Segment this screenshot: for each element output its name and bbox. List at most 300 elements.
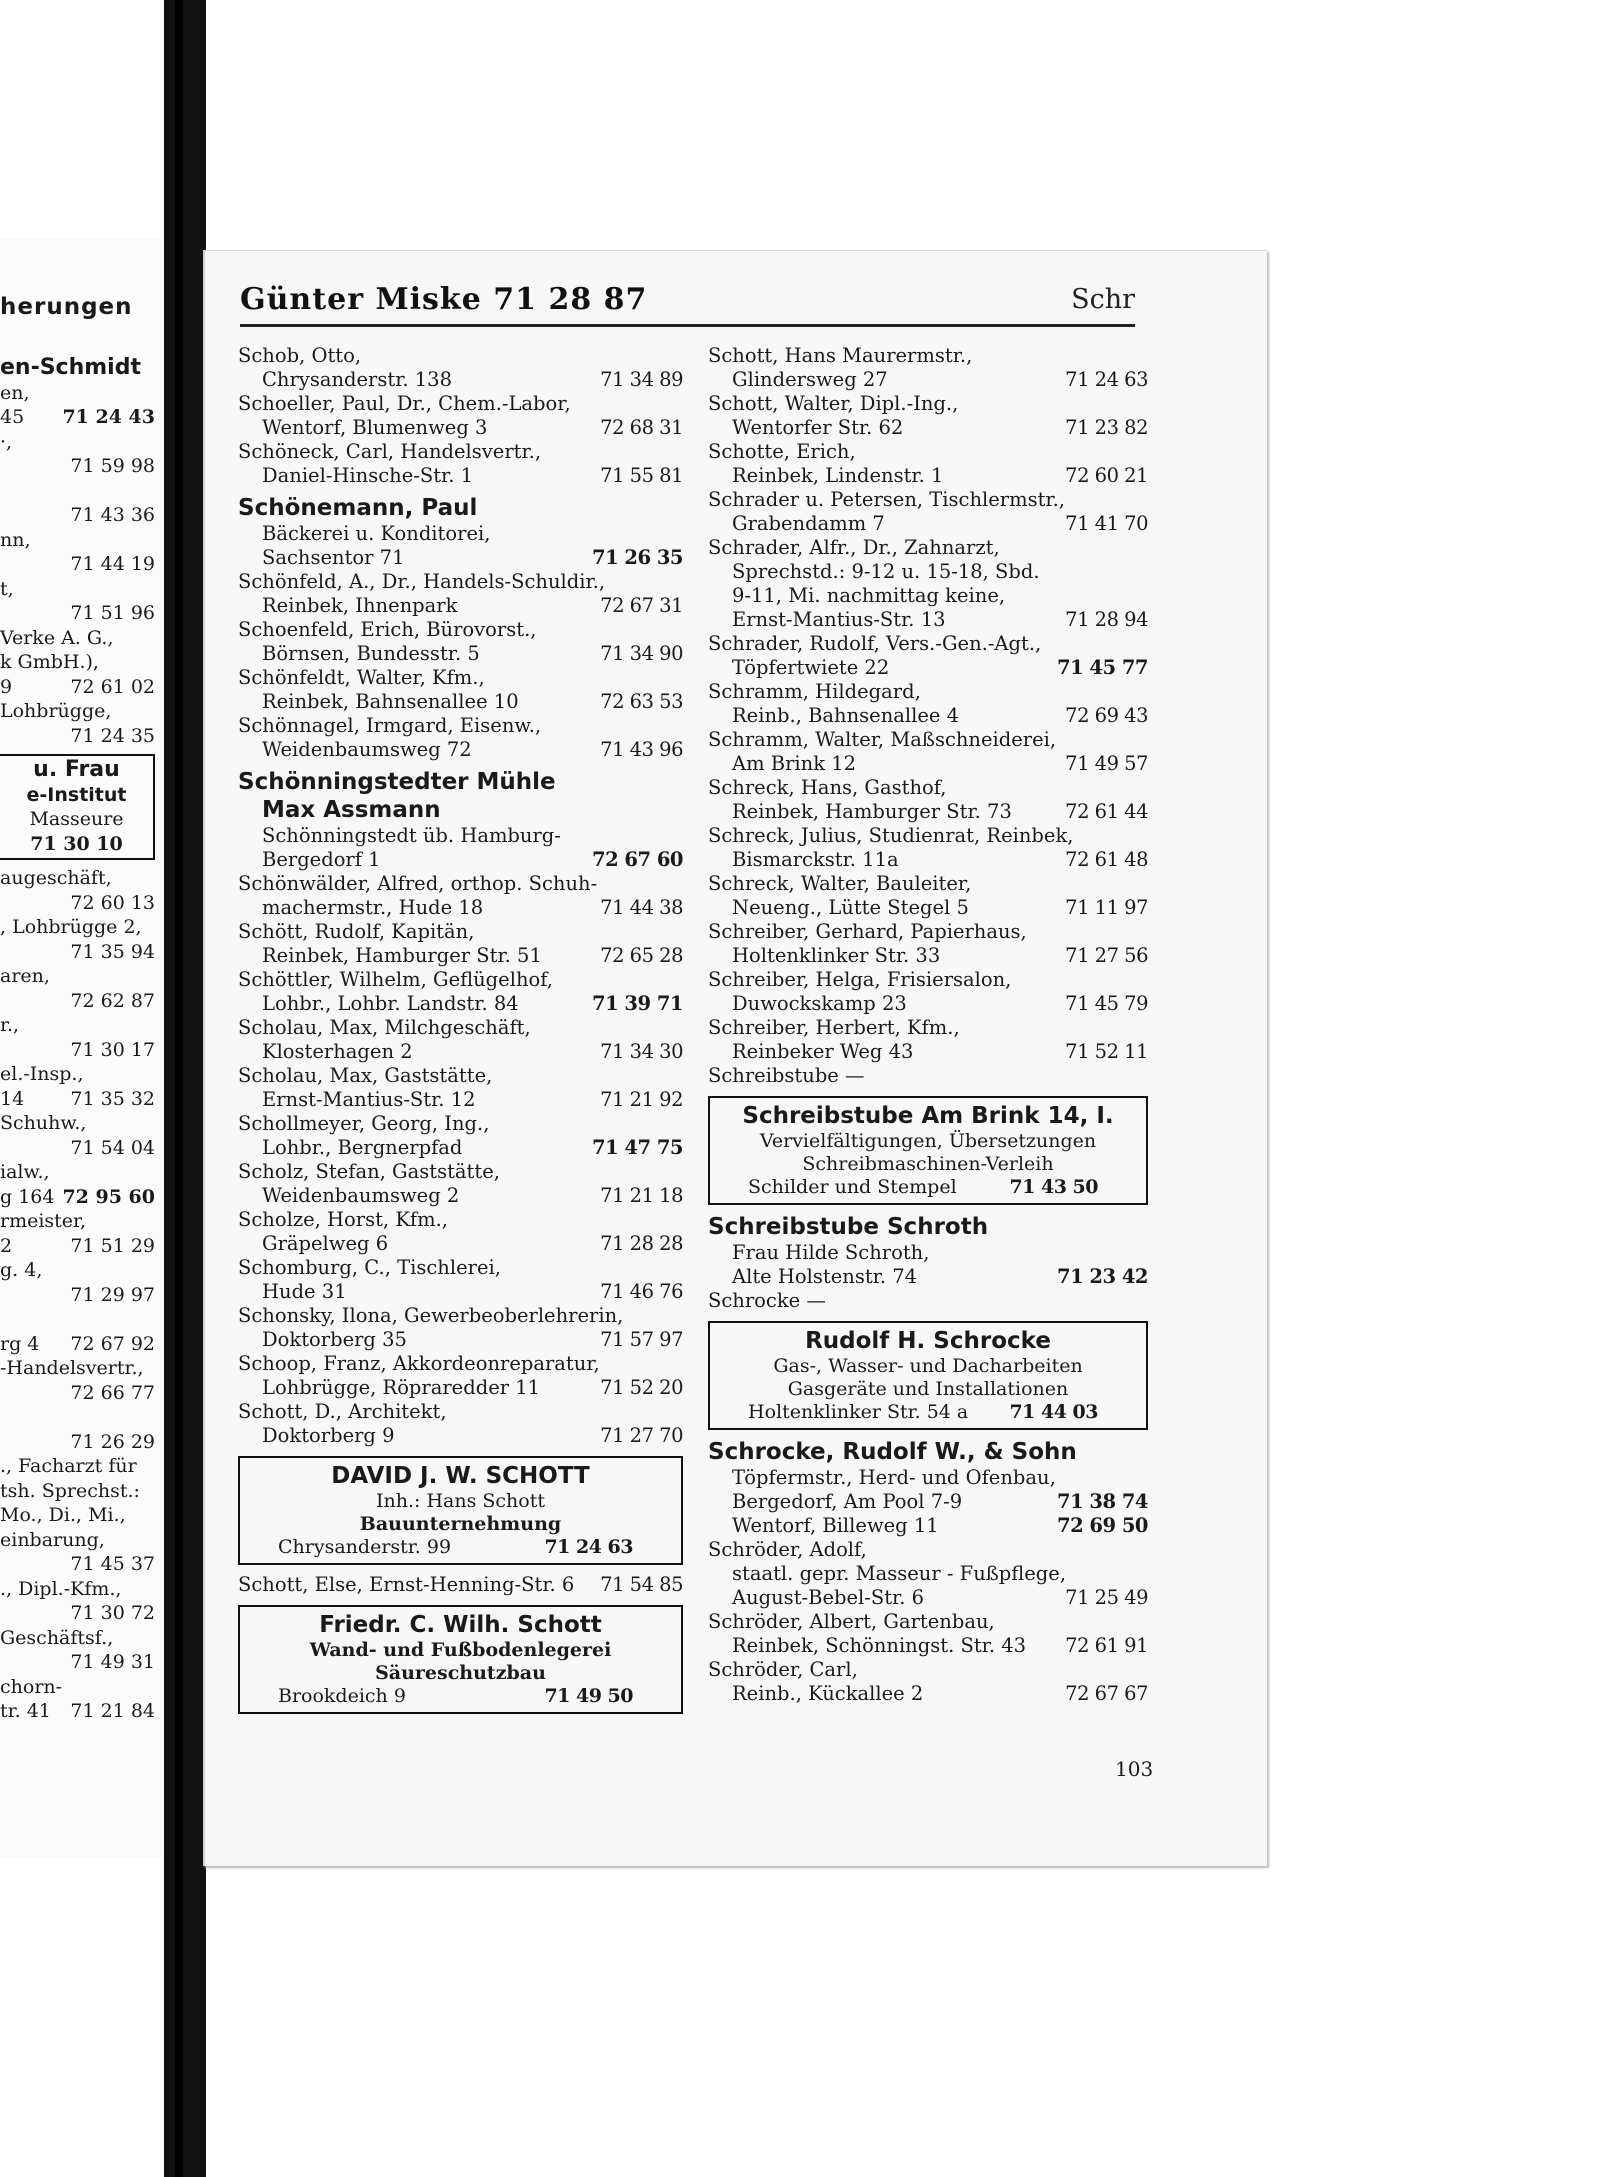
phone-number: 72 63 53 [600,690,683,713]
phone-number: 72 69 50 [1057,1514,1148,1537]
left-page-text: chorn- [0,1675,63,1698]
left-page-text: t, [0,577,14,600]
listing-entry [238,618,683,666]
entry-name: Schönwälder, Alfred, orthop. Schuh- [238,872,598,895]
left-page-line [0,1405,155,1430]
listing-column-left [238,344,683,1722]
phone-number: 71 49 57 [1065,752,1148,775]
left-page-line [0,1356,155,1381]
entry-address: Bergedorf, Am Pool 7-9 71 38 74 [732,1490,1148,1513]
entry-name: Schob, Otto, [238,344,362,367]
phone-number: 72 67 60 [592,848,683,871]
phone-number: 71 45 79 [1065,992,1148,1015]
left-page-line [0,356,155,381]
left-page-text: rg 4 [0,1332,40,1355]
left-page-line [0,1258,155,1283]
page-header [240,278,1135,327]
entry-address: Wentorfer Str. 62 71 23 82 [732,416,1148,439]
listing-entry [708,1289,1148,1313]
entry-name: Schoenfeld, Erich, Bürovorst., [238,618,537,641]
entry-address: Lohbr., Lohbr. Landstr. 84 71 39 71 [262,992,683,1015]
phone-number: 71 25 49 [1065,1586,1148,1609]
phone-number: 71 30 72 [70,1602,155,1624]
phone-number: 71 45 77 [1057,656,1148,679]
left-page-line [0,1430,155,1455]
phone-number: 71 51 29 [70,1234,155,1257]
left-page-text: 45 [0,406,25,428]
left-page-text: ., Facharzt für [0,1455,137,1477]
advertisement-address: Brookdeich 9 71 49 50 [278,1685,633,1707]
listing-entry [238,714,683,762]
entry-address: Weidenbaumsweg 2 71 21 18 [262,1184,683,1207]
listing-entry [238,968,683,1016]
listing-entry [238,1208,683,1256]
entry-name: Schönfeld, A., Dr., Handels-Schuldir., [238,570,606,593]
entry-address: Reinbek, Ihnenpark 72 67 31 [262,594,683,617]
entry-name: Schott, Else, Ernst-Henning-Str. 6 71 54 85 [238,1573,683,1596]
phone-number: 71 38 74 [1057,1490,1148,1513]
entry-address: Chrysanderstr. 138 71 34 89 [262,368,683,391]
left-page-line [0,528,155,553]
entry-address: Klosterhagen 2 71 34 30 [262,1040,683,1063]
left-page-line [0,1209,155,1234]
phone-number: 71 21 18 [600,1184,683,1207]
phone-number: 71 44 38 [600,896,683,919]
left-page-line [0,1160,155,1185]
left-page-advertisement [0,754,155,860]
left-page-line [0,989,155,1014]
entry-name: Schott, D., Architekt, [238,1400,447,1423]
left-page-line [0,1283,155,1308]
left-page-line [0,1111,155,1136]
left-page-text: Mo., Di., Mi., [0,1504,126,1526]
entry-name: Frau Hilde Schroth, [732,1241,930,1264]
phone-number: 72 60 13 [70,891,155,914]
entry-address: Reinbek, Lindenstr. 1 72 60 21 [732,464,1148,487]
listing-entry [238,1256,683,1304]
left-page-line [0,1087,155,1112]
phone-number: 72 61 91 [1065,1634,1148,1657]
entry-address: Töpfertwiete 22 71 45 77 [732,656,1148,679]
entry-line: Töpfermstr., Herd- und Ofenbau, [732,1466,1056,1489]
entry-address: Wentorf, Blumenweg 3 72 68 31 [262,416,683,439]
phone-number: 71 30 10 [30,832,123,855]
listing-entry [708,1538,1148,1610]
entry-name: Schomburg, C., Tischlerei, [238,1256,501,1279]
advertisement-box [708,1321,1148,1430]
entry-address: Lohbrügge, Röpraredder 11 71 52 20 [262,1376,683,1399]
phone-number: 72 62 87 [70,989,155,1012]
entry-address: Reinbek, Bahnsenallee 10 72 63 53 [262,690,683,713]
left-page-line [0,1699,155,1724]
listing-heading: Schönemann, Paul [238,495,478,521]
phone-number: 71 23 42 [1057,1265,1148,1288]
listing-entry [238,1304,683,1352]
listing-entry [708,1658,1148,1706]
left-page-line [0,503,155,528]
left-page-line [0,626,155,651]
entry-name: Schönningstedt üb. Hamburg- [262,824,561,847]
phone-number: 71 44 03 [1009,1401,1098,1423]
listing-entry [708,1016,1148,1064]
left-page-text: ·, [0,430,13,453]
entry-address: Ernst-Mantius-Str. 13 71 28 94 [732,608,1148,631]
entry-address: Duwockskamp 23 71 45 79 [732,992,1148,1015]
phone-number: 71 51 96 [70,602,155,624]
entry-address: Am Brink 12 71 49 57 [732,752,1148,775]
entry-address: Wentorf, Billeweg 11 72 69 50 [732,1514,1148,1537]
left-page-line [0,1503,155,1528]
entry-address: Reinbek, Hamburger Str. 51 72 65 28 [262,944,683,967]
entry-address: Doktorberg 35 71 57 97 [262,1328,683,1351]
left-page-line [0,650,155,675]
entry-line: Schröder, Adolf, [708,1538,867,1561]
entry-name: Schrocke — [708,1289,826,1312]
entry-address: Hude 31 71 46 76 [262,1280,683,1303]
advertisement-line: Gas-, Wasser- und Dacharbeiten [773,1355,1083,1377]
phone-number: 72 67 67 [1065,1682,1148,1705]
phone-number: 71 21 84 [70,1700,155,1722]
left-page-line [0,1185,155,1210]
advertisement-title: Friedr. C. Wilh. Schott [319,1612,602,1638]
left-page-text: Geschäftsf., [0,1626,114,1649]
entry-address: Grabendamm 7 71 41 70 [732,512,1148,535]
listing-entry [708,776,1148,824]
left-page-line [0,405,155,430]
entry-name: Schott, Walter, Dipl.-Ing., [708,392,959,415]
phone-number: 71 34 30 [600,1040,683,1063]
listing-entry [238,440,683,488]
phone-number: 71 11 97 [1065,896,1148,919]
entry-name: Schreck, Julius, Studienrat, Reinbek, [708,824,1074,847]
phone-number: 72 65 28 [600,944,683,967]
phone-number: 71 35 94 [70,940,155,963]
phone-number: 71 21 92 [600,1088,683,1111]
listing-entry [238,1352,683,1400]
left-page-text: g 164 [0,1185,55,1208]
phone-number: 71 35 32 [70,1087,155,1110]
phone-number: 71 45 37 [70,1553,155,1575]
entry-address: Daniel-Hinsche-Str. 1 71 55 81 [262,464,683,487]
left-page-line [0,1013,155,1038]
entry-name: Schoeller, Paul, Dr., Chem.-Labor, [238,392,571,415]
advertisement-title: DAVID J. W. SCHOTT [331,1463,590,1489]
phone-number: 71 24 63 [544,1536,633,1558]
entry-name: Schreiber, Helga, Frisiersalon, [708,968,1012,991]
left-page-line [0,1601,155,1626]
advertisement-address: Holtenklinker Str. 54 a 71 44 03 [748,1401,1098,1423]
phone-number: 72 67 92 [70,1332,155,1355]
phone-number: 71 54 04 [70,1136,155,1159]
listing-entry [238,872,683,920]
phone-number: 71 41 70 [1065,512,1148,535]
left-page-line [0,1675,155,1700]
left-page-text: el.-Insp., [0,1063,84,1085]
running-head-advert: Günter Miske 71 28 87 [240,282,648,317]
phone-number: 72 69 43 [1065,704,1148,727]
listing-entry [708,536,1148,632]
entry-address: machermstr., Hude 18 71 44 38 [262,896,683,919]
listing-entry [238,666,683,714]
left-page-text: tr. 41 [0,1700,51,1722]
listing-entry [708,1610,1148,1658]
listing-entry [708,1064,1148,1088]
entry-name: Schramm, Walter, Maßschneiderei, [708,728,1057,751]
entry-address: Reinbek, Hamburger Str. 73 72 61 44 [732,800,1148,823]
listing-entry [238,522,683,570]
listing-entry [708,488,1148,536]
listing-entry [238,392,683,440]
left-page-text: -Handelsvertr., [0,1357,144,1379]
entry-address: Bismarckstr. 11a 72 61 48 [732,848,1148,871]
entry-name: Schött, Rudolf, Kapitän, [238,920,475,943]
entry-name: Schönnagel, Irmgard, Eisenw., [238,714,542,737]
phone-number: 71 49 50 [544,1685,633,1707]
left-page-text: Verke A. G., [0,626,114,649]
left-page-line [0,1479,155,1504]
phone-number: 72 95 60 [62,1185,155,1208]
advertisement-box [238,1605,683,1714]
advertisement-title: Rudolf H. Schrocke [805,1328,1051,1354]
left-page-line [0,699,155,724]
entry-address: August-Bebel-Str. 6 71 25 49 [732,1586,1148,1609]
listing-entry [708,632,1148,680]
entry-name: Schotte, Erich, [708,440,856,463]
entry-address: Reinbek, Schönningst. Str. 43 72 61 91 [732,1634,1148,1657]
advertisement-line: Gasgeräte und Installationen [787,1378,1069,1400]
left-page-text: 14 [0,1087,25,1110]
phone-number: 72 61 44 [1065,800,1148,823]
phone-number: 72 68 31 [600,416,683,439]
left-page-line [0,552,155,577]
left-page-line [0,1454,155,1479]
phone-number: 71 28 28 [600,1232,683,1255]
phone-number: 71 59 98 [70,455,155,477]
left-page-text: g. 4, [0,1259,43,1281]
entry-address: Bergedorf 1 72 67 60 [262,848,683,871]
listing-entry [238,824,683,872]
book-gutter [164,0,206,2177]
entry-name: Scholz, Stefan, Gaststätte, [238,1160,500,1183]
phone-number: 71 55 81 [600,464,683,487]
left-page-text: ialw., [0,1161,50,1183]
listing-entry [238,1064,683,1112]
entry-address: Gräpelweg 6 71 28 28 [262,1232,683,1255]
advertisement-line: Schreibmaschinen-Verleih [802,1153,1054,1175]
listing-entry [708,344,1148,392]
left-page-line [0,1552,155,1577]
entry-name: Schreiber, Gerhard, Papierhaus, [708,920,1027,943]
entry-name: Schott, Hans Maurermstr., [708,344,973,367]
entry-name: Scholze, Horst, Kfm., [238,1208,449,1231]
listing-entry [238,1573,683,1597]
entry-name: Schöttler, Wilhelm, Geflügelhof, [238,968,553,991]
phone-number: 71 24 63 [1065,368,1148,391]
entry-name: Schröder, Carl, [708,1658,858,1681]
listing-entry [708,1466,1148,1538]
book-gutter-shadow [175,0,183,2177]
left-page-text: nn, [0,528,31,551]
left-page-column [0,356,155,1724]
entry-address: Ernst-Mantius-Str. 12 71 21 92 [262,1088,683,1111]
phone-number: 71 43 96 [600,738,683,761]
entry-address: Weidenbaumsweg 72 71 43 96 [262,738,683,761]
advertisement-line: Säureschutzbau [375,1662,546,1684]
left-page-line [0,1038,155,1063]
entry-line: staatl. gepr. Masseur - Fußpflege, [732,1562,1067,1585]
listing-entry [708,920,1148,968]
entry-address: Glindersweg 27 71 24 63 [732,368,1148,391]
phone-number: 71 43 36 [70,504,155,526]
entry-name: Schreibstube — [708,1064,865,1087]
left-page-line [0,1626,155,1651]
left-page-text: 2 [0,1234,13,1257]
phone-number: 72 61 02 [70,675,155,698]
left-page-line [0,1234,155,1259]
entry-name: Schrader, Rudolf, Vers.-Gen.-Agt., [708,632,1042,655]
entry-address: Holtenklinker Str. 33 71 27 56 [732,944,1148,967]
entry-name: Schöneck, Carl, Handelsvertr., [238,440,542,463]
advertisement-line: Wand- und Fußbodenlegerei [309,1639,612,1661]
listing-entry [708,440,1148,488]
phone-number: 71 47 75 [592,1136,683,1159]
advertisement-address: Chrysanderstr. 99 71 24 63 [278,1536,633,1558]
entry-address: Reinb., Bahnsenallee 4 72 69 43 [732,704,1148,727]
entry-name: Schönfeldt, Walter, Kfm., [238,666,485,689]
advertisement-line: e-Institut [26,783,127,806]
entry-name: Scholau, Max, Milchgeschäft, [238,1016,531,1039]
left-page-line [0,940,155,965]
entry-name: Schollmeyer, Georg, Ing., [238,1112,490,1135]
listing-entry [708,824,1148,872]
phone-number: 71 30 17 [70,1038,155,1061]
left-page-line [0,1650,155,1675]
left-page-header: herungen [0,294,133,320]
listing-entry [708,392,1148,440]
left-page-text: ., Dipl.-Kfm., [0,1577,122,1600]
listing-heading: Schreibstube Schroth [708,1214,989,1240]
listing-entry [238,1112,683,1160]
listing-entry [238,1016,683,1064]
left-page-text: en, [0,381,30,404]
left-page-line [0,1381,155,1406]
entry-name: Bäckerei u. Konditorei, [262,522,491,545]
left-page-line [0,479,155,504]
entry-line: Schrader, Alfr., Dr., Zahnarzt, [708,536,1000,559]
left-page-text: k GmbH.), [0,651,99,673]
listing-heading: Schrocke, Rudolf W., & Sohn [708,1439,1077,1465]
phone-number: 71 24 43 [62,406,155,428]
left-page-line [0,915,155,940]
listing-heading: Max Assmann [262,797,441,823]
left-page-line [0,675,155,700]
left-page-line [0,964,155,989]
left-page-text: en-Schmidt [0,355,141,380]
page-number: 103 [1115,1757,1154,1781]
entry-address: Börnsen, Bundesstr. 5 71 34 90 [262,642,683,665]
left-page-line [0,1332,155,1357]
left-page-line [0,1577,155,1602]
entry-name: Schreck, Walter, Bauleiter, [708,872,972,895]
left-page-text: einbarung, [0,1528,105,1551]
advertisement-box [238,1456,683,1565]
phone-number: 71 26 35 [592,546,683,569]
left-page-text: rmeister, [0,1210,87,1232]
phone-number: 71 24 35 [70,724,155,747]
listing-column-right [708,344,1148,1706]
phone-number: 72 67 31 [600,594,683,617]
advertisement-box [708,1096,1148,1205]
left-page-line [0,381,155,406]
advertisement-line: Inh.: Hans Schott [376,1490,545,1512]
left-page-line [0,1136,155,1161]
entry-address: Neueng., Lütte Stegel 5 71 11 97 [732,896,1148,919]
entry-name: Schonsky, Ilona, Gewerbeoberlehrerin, [238,1304,624,1327]
left-page-line [0,577,155,602]
left-page-text: aren, [0,965,50,987]
listing-entry [238,570,683,618]
entry-address: Reinbeker Weg 43 71 52 11 [732,1040,1148,1063]
entry-name: Schoop, Franz, Akkordeonreparatur, [238,1352,600,1375]
entry-name: Scholau, Max, Gaststätte, [238,1064,493,1087]
entry-line: Sprechstd.: 9-12 u. 15-18, Sbd. [732,560,1040,583]
phone-number: 71 26 29 [70,1430,155,1453]
entry-address: Alte Holstenstr. 74 71 23 42 [732,1265,1148,1288]
phone-number: 71 27 70 [600,1424,683,1447]
left-page-line [0,866,155,891]
left-page-line [0,1528,155,1553]
advertisement-line: u. Frau [33,757,120,782]
entry-name: Schröder, Albert, Gartenbau, [708,1610,995,1633]
left-page-line [0,1307,155,1332]
phone-number: 71 28 94 [1065,608,1148,631]
section-letters: Schr [1071,284,1135,315]
left-page-text: tsh. Sprechst.: [0,1479,140,1502]
phone-number: 71 57 97 [600,1328,683,1351]
listing-entry [708,968,1148,1016]
left-page-text: Lohbrügge, [0,700,112,722]
left-page-line [0,1062,155,1087]
phone-number: 71 52 20 [600,1376,683,1399]
phone-number: 71 23 82 [1065,416,1148,439]
left-page-text: Schuhw., [0,1112,87,1134]
listing-entry [708,872,1148,920]
phone-number: 71 44 19 [70,553,155,575]
left-page-line [0,454,155,479]
entry-address: Sachsentor 71 71 26 35 [262,546,683,569]
phone-number: 71 52 11 [1065,1040,1148,1063]
listing-entry [238,344,683,392]
listing-entry [708,680,1148,728]
entry-address: Doktorberg 9 71 27 70 [262,1424,683,1447]
phone-number: 71 34 90 [600,642,683,665]
entry-address: Lohbr., Bergnerpfad 71 47 75 [262,1136,683,1159]
entry-address: Reinb., Kückallee 2 72 67 67 [732,1682,1148,1705]
listing-entry [238,920,683,968]
entry-name: Schreck, Hans, Gasthof, [708,776,947,799]
entry-name: Schrader u. Petersen, Tischlermstr., [708,488,1066,511]
entry-name: Schramm, Hildegard, [708,680,921,703]
left-page-line [0,891,155,916]
listing-heading: Schönningstedter Mühle [238,769,556,795]
listing-entry [708,728,1148,776]
phone-number: 71 34 89 [600,368,683,391]
listing-entry [238,1400,683,1448]
left-page-text: 9 [0,675,13,698]
phone-number: 71 46 76 [600,1280,683,1303]
advertisement-title: Schreibstube Am Brink 14, I. [742,1103,1114,1129]
left-page-text: r., [0,1014,20,1036]
